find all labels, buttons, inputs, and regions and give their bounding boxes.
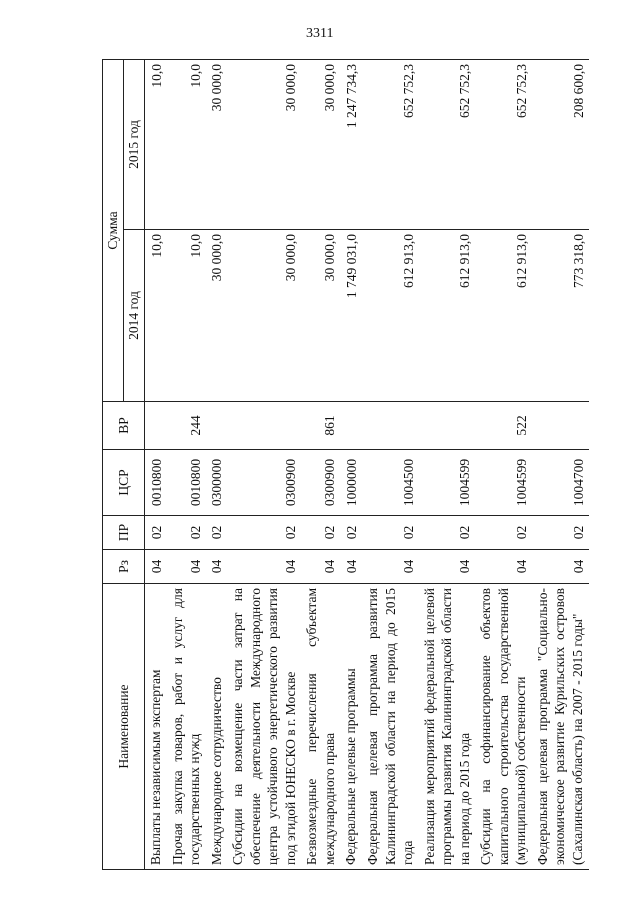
row-rz: 04	[301, 550, 340, 584]
row-vr: 861	[301, 402, 340, 450]
row-csr: 0300000	[206, 450, 228, 516]
row-rz: 04	[419, 550, 476, 584]
row-vr	[206, 402, 228, 450]
row-2014: 612 913,0	[475, 230, 532, 402]
header-vr: ВР	[103, 402, 145, 450]
table-row	[475, 59, 532, 869]
row-vr	[419, 402, 476, 450]
table-row	[340, 59, 362, 869]
row-vr: 522	[475, 402, 532, 450]
row-name: Реализация мероприятий федеральной целевой программы развития Калининградской области на период до 2015 года	[419, 584, 476, 870]
row-csr: 0300900	[301, 450, 340, 516]
row-pr: 02	[167, 516, 206, 550]
table-row	[167, 59, 206, 869]
row-2014: 30 000,0	[227, 230, 301, 402]
row-name: Международное сотрудничество	[206, 584, 228, 870]
row-name: Субсидии на софинансирование объектов капитального строительства государственной (муниципальной) собственности	[475, 584, 532, 870]
row-name: Безвозмездные перечисления субъектам международного права	[301, 584, 340, 870]
row-2014: 1 749 031,0	[340, 230, 362, 402]
header-name: Наименование	[103, 584, 145, 870]
row-name: Федеральная целевая программа "Социально-экономическое развитие Курильских островов (Сахалинская область) на 2007 - 2015 годы"	[532, 584, 589, 870]
row-csr: 1004599	[475, 450, 532, 516]
row-2014: 612 913,0	[362, 230, 419, 402]
row-vr: 244	[167, 402, 206, 450]
row-csr: 0300900	[227, 450, 301, 516]
row-name: Субсидии на возмещение части затрат на обеспечение деятельности Международного центра устойчивого энергетического развития под эгидой ЮНЕСКО в г. Москве	[227, 584, 301, 870]
row-vr	[145, 402, 167, 450]
row-2015: 208 600,0	[532, 59, 589, 229]
row-2014: 612 913,0	[419, 230, 476, 402]
row-2014: 10,0	[145, 230, 167, 402]
row-rz: 04	[532, 550, 589, 584]
row-csr: 1000000	[340, 450, 362, 516]
row-csr: 0010800	[145, 450, 167, 516]
row-2014: 773 318,0	[532, 230, 589, 402]
table-row	[532, 59, 589, 869]
row-rz: 04	[475, 550, 532, 584]
row-2014: 30 000,0	[301, 230, 340, 402]
row-pr: 02	[145, 516, 167, 550]
header-2014: 2014 год	[124, 230, 145, 402]
table-row	[419, 59, 476, 869]
row-csr: 1004700	[532, 450, 589, 516]
header-csr: ЦСР	[103, 450, 145, 516]
header-2015: 2015 год	[124, 59, 145, 229]
row-2015: 10,0	[167, 59, 206, 229]
rotated-table-frame	[102, 60, 586, 870]
row-rz: 04	[362, 550, 419, 584]
page-number: 3311	[306, 26, 334, 41]
row-pr: 02	[475, 516, 532, 550]
row-pr: 02	[340, 516, 362, 550]
row-2015: 30 000,0	[227, 59, 301, 229]
row-pr: 02	[532, 516, 589, 550]
row-pr: 02	[419, 516, 476, 550]
header-rz: Рз	[103, 550, 145, 584]
row-name: Федеральная целевая программа развития Калининградской области на период до 2015 года	[362, 584, 419, 870]
row-rz: 04	[206, 550, 228, 584]
header-sum: Сумма	[103, 59, 124, 401]
row-2014: 10,0	[167, 230, 206, 402]
row-csr: 1004599	[419, 450, 476, 516]
row-pr: 02	[227, 516, 301, 550]
row-vr	[340, 402, 362, 450]
row-pr: 02	[301, 516, 340, 550]
row-vr	[532, 402, 589, 450]
row-2015: 1 247 734,3	[340, 59, 362, 229]
header-pr: ПР	[103, 516, 145, 550]
row-vr	[362, 402, 419, 450]
row-name: Прочая закупка товаров, работ и услуг для государственных нужд	[167, 584, 206, 870]
row-2015: 10,0	[145, 59, 167, 229]
row-rz: 04	[145, 550, 167, 584]
row-2015: 652 752,3	[362, 59, 419, 229]
row-rz: 04	[227, 550, 301, 584]
row-pr: 02	[206, 516, 228, 550]
row-2015: 30 000,0	[301, 59, 340, 229]
row-name: Выплаты независимым экспертам	[145, 584, 167, 870]
table-row	[301, 59, 340, 869]
row-csr: 0010800	[167, 450, 206, 516]
row-2015: 652 752,3	[475, 59, 532, 229]
table-row	[145, 59, 167, 869]
row-name: Федеральные целевые программы	[340, 584, 362, 870]
budget-table	[102, 59, 589, 870]
table-row	[227, 59, 301, 869]
row-pr: 02	[362, 516, 419, 550]
row-rz: 04	[167, 550, 206, 584]
row-2014: 30 000,0	[206, 230, 228, 402]
table-row	[362, 59, 419, 869]
row-csr: 1004500	[362, 450, 419, 516]
row-2015: 652 752,3	[419, 59, 476, 229]
row-2015: 30 000,0	[206, 59, 228, 229]
row-vr	[227, 402, 301, 450]
row-rz: 04	[340, 550, 362, 584]
table-row	[206, 59, 228, 869]
